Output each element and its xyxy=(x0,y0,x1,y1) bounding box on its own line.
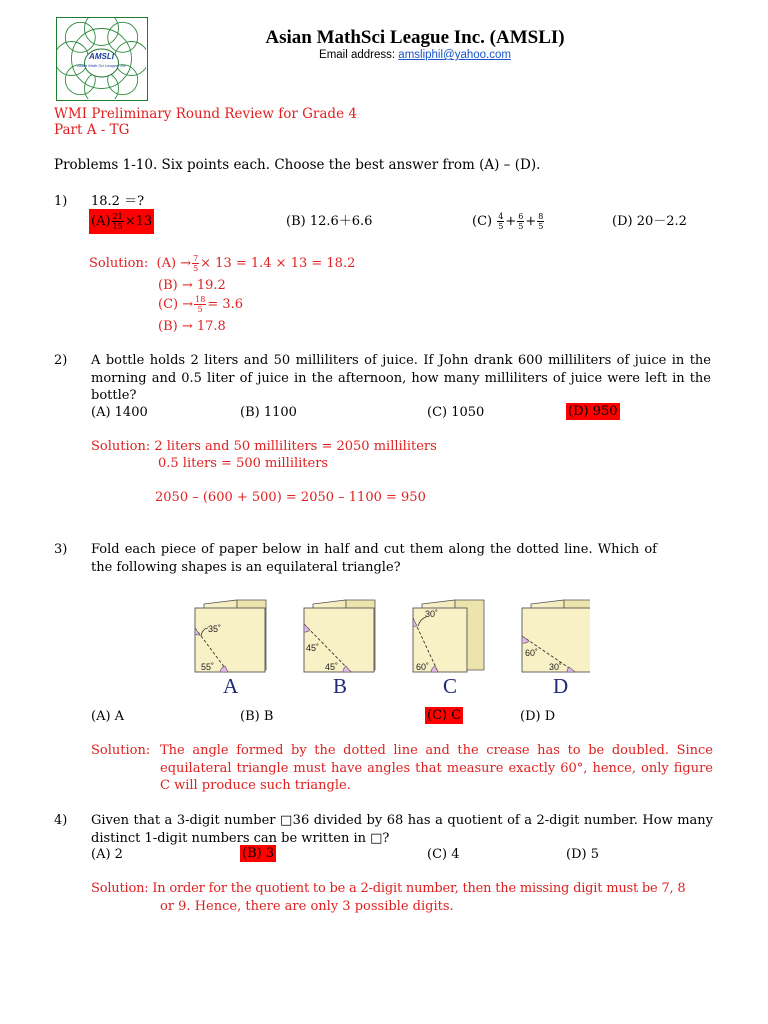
figure-b-bottom-angle: 45˚ xyxy=(325,662,339,672)
part-label: Part A - TG xyxy=(54,122,130,138)
figure-d-top-angle: 60˚ xyxy=(525,648,539,658)
q2-question: A bottle holds 2 liters and 50 milliliters of juice. If John drank 600 milliliters of juice in the morning and 0.5 liter of juice in the afternoon, how many milliliters of juice were left in the bottle? xyxy=(91,353,711,403)
org-title: Asian MathSci League Inc. (AMSLI) xyxy=(265,27,565,48)
q1-solution-d: (B) → 17.8 xyxy=(158,319,226,334)
q3-option-b[interactable]: (B) B xyxy=(240,709,274,724)
email-line xyxy=(170,49,660,61)
figure-d-letter: D xyxy=(553,674,569,698)
figure-b xyxy=(304,600,375,672)
logo-subtitle: Asian Math Sci League, Inc xyxy=(77,63,126,68)
figure-c-top-angle: 30˚ xyxy=(425,609,439,619)
figure-a-top-angle: 35˚ xyxy=(208,624,222,634)
figure-d-bottom-angle: 30˚ xyxy=(549,662,563,672)
q3-option-a[interactable]: (A) A xyxy=(91,709,125,724)
q2-option-b[interactable]: (B) 1100 xyxy=(240,405,297,420)
figure-b-letter: B xyxy=(333,674,348,698)
q3-solution-label: Solution: xyxy=(91,743,151,758)
q1-solution-a: Solution: (A) → $\frac{7}{5}$ × 13 = 1.4 × 13 = 18.2 xyxy=(89,253,356,273)
q3-option-d[interactable]: (D) D xyxy=(520,709,556,724)
email-label: Email address: xyxy=(319,49,396,61)
q4-option-d[interactable]: (D) 5 xyxy=(566,847,599,862)
q1-question: 18.2 ＝? xyxy=(91,194,145,209)
review-title: WMI Preliminary Round Review for Grade 4 xyxy=(54,106,357,122)
figure-c-letter: C xyxy=(443,674,458,698)
q1-solution-b: (B) → 19.2 xyxy=(158,278,226,293)
q2-option-a[interactable]: (A) 1400 xyxy=(91,405,148,420)
q4-solution-line1: Solution: In order for the quotient to be a 2-digit number, then the missing digit must be 7, 8 xyxy=(91,881,686,896)
logo-emblem xyxy=(57,18,146,99)
q3-question: Fold each piece of paper below in half and cut them along the dotted line. Which of the following shapes is an equilateral triangle? xyxy=(91,542,657,575)
q2-solution-line3: 2050 – (600 + 500) = 2050 – 1100 = 950 xyxy=(155,490,426,505)
figure-c xyxy=(413,600,484,672)
q1-a-fraction: $\frac{21}{15}$ xyxy=(112,212,123,231)
q4-question: Given that a 3-digit number □36 divided by 68 has a quotient of a 2-digit number. How many distinct 1-digit numbers can be written in □? xyxy=(91,813,713,846)
q3-figures xyxy=(190,596,590,700)
figure-b-top-angle: 45˚ xyxy=(306,643,320,653)
q4-option-c[interactable]: (C) 4 xyxy=(427,847,460,862)
figure-a xyxy=(195,600,266,672)
q1-option-d[interactable]: (D) 20－2.2 xyxy=(612,214,687,229)
q2-option-c[interactable]: (C) 1050 xyxy=(427,405,485,420)
figure-a-letter: A xyxy=(223,674,239,698)
q4-option-b[interactable]: (B) 3 xyxy=(242,846,275,861)
q2-option-d[interactable]: (D) 950 xyxy=(568,404,618,419)
q1-option-b[interactable]: (B) 12.6＋6.6 xyxy=(286,214,373,229)
figure-a-bottom-angle: 55˚ xyxy=(201,662,215,672)
q2-solution-line2: 0.5 liters = 500 milliliters xyxy=(158,456,329,471)
logo xyxy=(56,17,148,101)
q3-solution-text: The angle formed by the dotted line and the crease has to be doubled. Since equilateral triangle must have angles that measure exactly 60°, hence, only figure C will produce such triangle. xyxy=(160,743,713,793)
logo-text: AMSLI xyxy=(89,52,114,61)
email-link[interactable]: amsliphil@yahoo.com xyxy=(398,49,511,61)
q1-solution-c: (C) → $\frac{18}{5}$ = 3.6 xyxy=(158,294,244,314)
figure-c-bottom-angle: 60˚ xyxy=(416,662,430,672)
q1-option-a[interactable]: (A) $\frac{21}{15}$ ×13 xyxy=(89,209,154,234)
q4-number: 4) xyxy=(54,813,68,828)
q2-number: 2) xyxy=(54,353,68,368)
q4-solution-line2: or 9. Hence, there are only 3 possible digits. xyxy=(160,899,454,914)
q3-number: 3) xyxy=(54,542,68,557)
q3-option-c[interactable]: (C) C xyxy=(427,708,462,723)
instructions: Problems 1-10. Six points each. Choose the best answer from (A) – (D). xyxy=(54,157,541,173)
q4-option-a[interactable]: (A) 2 xyxy=(91,847,123,862)
q2-solution-line1: Solution: 2 liters and 50 milliliters = 2050 milliliters xyxy=(91,439,437,454)
q1-option-c[interactable]: (C) $\frac{4}{5}$ + $\frac{6}{5}$ + $\frac{8}{5}$ xyxy=(472,212,544,231)
figure-d xyxy=(522,600,590,672)
q1-number: 1) xyxy=(54,194,68,209)
